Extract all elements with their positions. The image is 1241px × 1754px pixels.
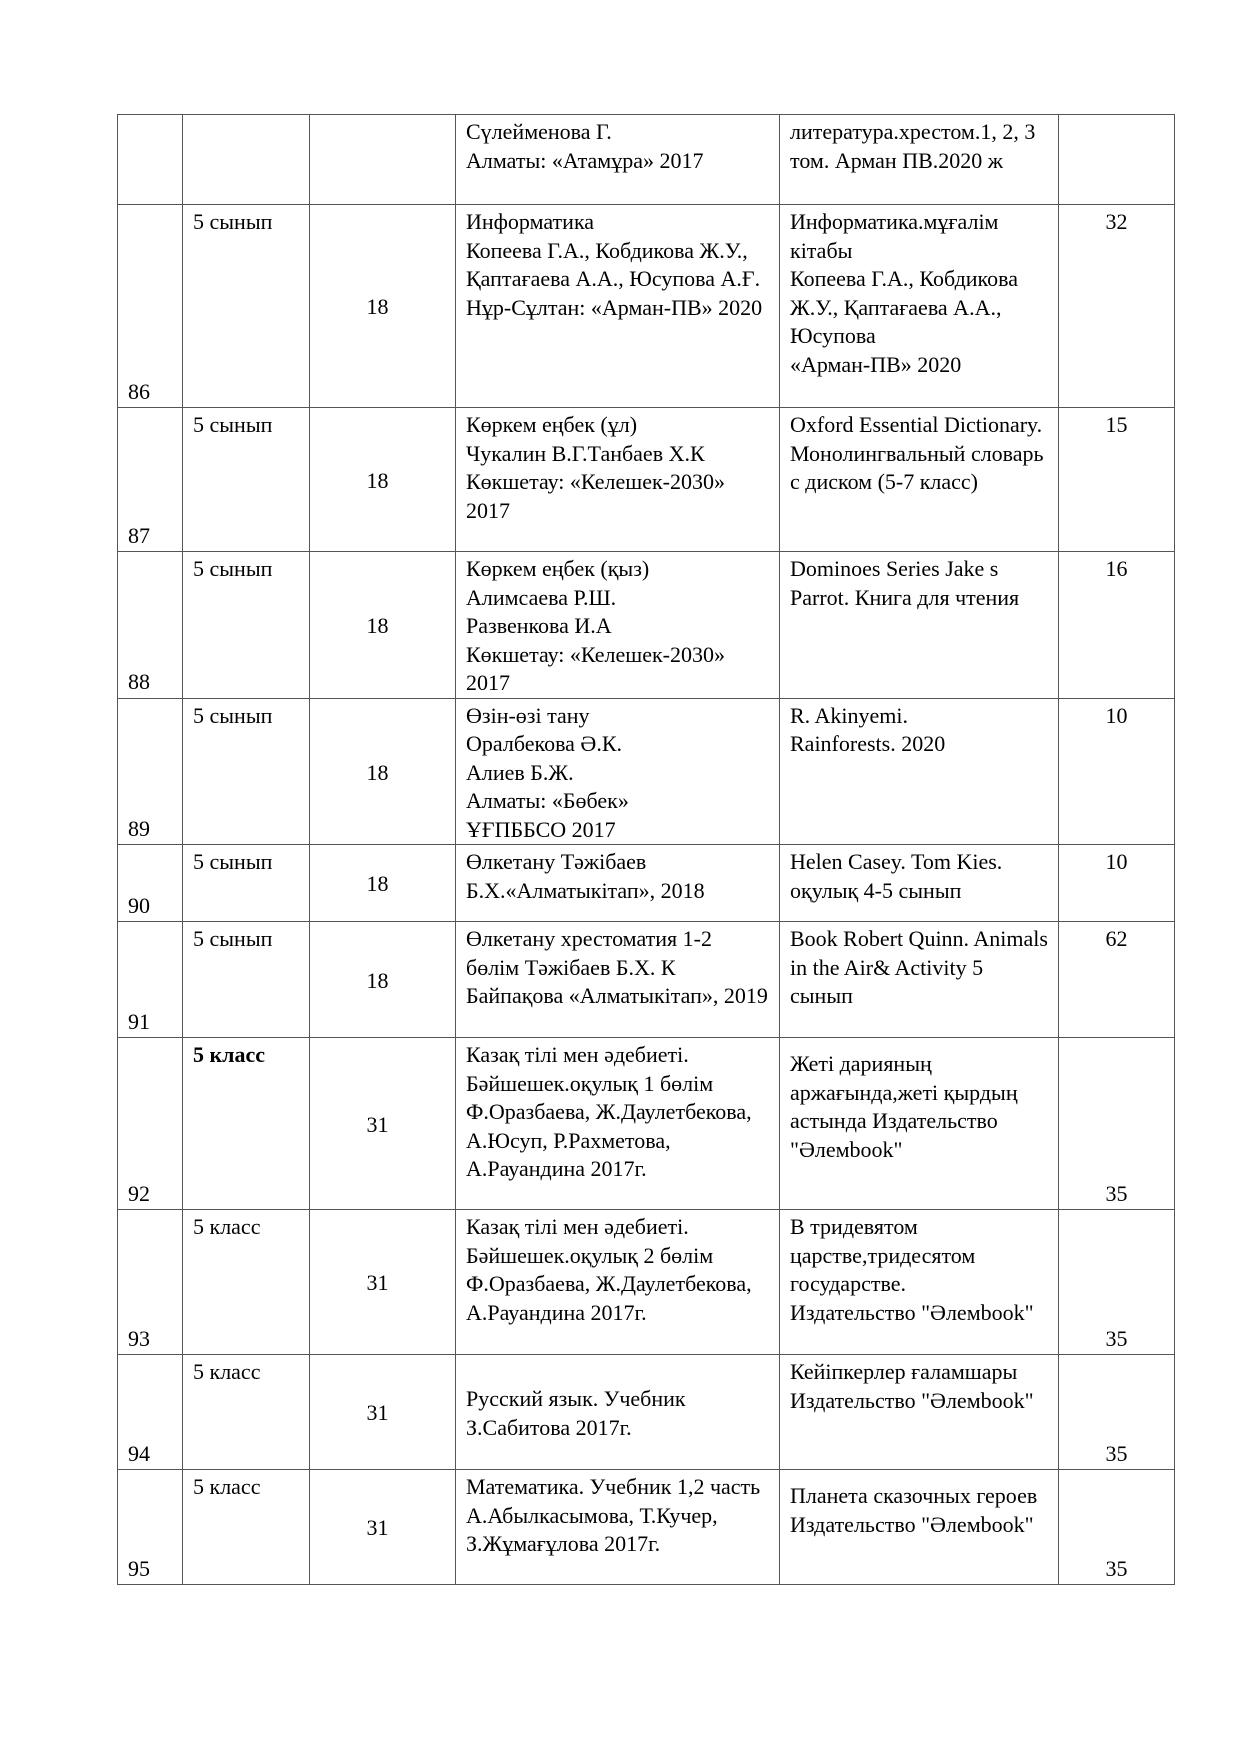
row-number: 86 [118, 205, 183, 408]
textbook-cell: Көркем еңбек (ұл) Чукалин В.Г.Танбаев Х.К Көкшетау: «Келешек-2030» 2017 [456, 408, 780, 552]
quantity-cell: 16 [1059, 552, 1175, 699]
quantity-cell: 35 [1059, 1470, 1175, 1585]
hours-cell: 18 [310, 922, 456, 1038]
grade-cell: 5 класс [183, 1210, 310, 1355]
textbook-cell: Информатика Копеева Г.А., Кобдикова Ж.У., Қаптағаева А.А., Юсупова А.Ғ. Нұр-Сұлтан: «Арман-ПВ» 2020 [456, 205, 780, 408]
row-number: 89 [118, 698, 183, 845]
table-row [118, 698, 1175, 845]
additional-literature-cell: Кейіпкерлер ғаламшары Издательство "Әлемbook" [780, 1355, 1059, 1470]
row-number: 87 [118, 408, 183, 552]
table-row [118, 1038, 1175, 1210]
table-row [118, 1470, 1175, 1585]
row-number: 88 [118, 552, 183, 699]
table-row [118, 1355, 1175, 1470]
quantity-cell [1059, 115, 1175, 205]
quantity-cell: 62 [1059, 922, 1175, 1038]
additional-literature-cell: R. Akinyemi. Rainforests. 2020 [780, 698, 1059, 845]
additional-literature-cell: Helen Casey. Tom Kies. оқулық 4-5 сынып [780, 845, 1059, 922]
additional-literature-cell: В тридевятом царстве,тридесятом государстве. Издательство "Әлемbook" [780, 1210, 1059, 1355]
textbook-cell: Өзін-өзі тану Оралбекова Ә.К. Алиев Б.Ж. Алматы: «Бөбек» ҰҒПББСО 2017 [456, 698, 780, 845]
hours-cell [310, 115, 456, 205]
additional-literature-cell: Планета сказочных героев Издательство "Әлемbook" [780, 1470, 1059, 1585]
grade-cell [183, 115, 310, 205]
additional-literature-cell: Информатика.мұғалім кітабы Копеева Г.А., Кобдикова Ж.У., Қаптағаева А.А., Юсупова «Арман-ПВ» 2020 [780, 205, 1059, 408]
textbook-cell: Сүлейменова Г. Алматы: «Атамұра» 2017 [456, 115, 780, 205]
quantity-cell: 35 [1059, 1210, 1175, 1355]
quantity-cell: 35 [1059, 1355, 1175, 1470]
additional-literature-cell: Oxford Essential Dictionary. Монолингвальный словарь с диском (5-7 класс) [780, 408, 1059, 552]
additional-literature-cell: Dominoes Series Jake s Parrot. Книга для чтения [780, 552, 1059, 699]
table-row [118, 922, 1175, 1038]
row-number [118, 115, 183, 205]
textbook-cell: Русский язык. Учебник З.Сабитова 2017г. [456, 1355, 780, 1470]
row-number: 92 [118, 1038, 183, 1210]
hours-cell: 18 [310, 845, 456, 922]
quantity-cell: 35 [1059, 1038, 1175, 1210]
table-row [118, 552, 1175, 699]
row-number: 95 [118, 1470, 183, 1585]
grade-cell: 5 класс [183, 1038, 310, 1210]
additional-literature-cell: Жеті дарияның аржағында,жеті қырдың астында Издательство "Әлемbook" [780, 1038, 1059, 1210]
hours-cell: 18 [310, 408, 456, 552]
row-number: 93 [118, 1210, 183, 1355]
textbook-cell: Математика. Учебник 1,2 часть А.Абылкасымова, Т.Кучер, З.Жұмағұлова 2017г. [456, 1470, 780, 1585]
table-row [118, 408, 1175, 552]
hours-cell: 31 [310, 1355, 456, 1470]
textbook-cell: Казақ тілі мен әдебиеті. Бәйшешек.оқулық 2 бөлім Ф.Оразбаева, Ж.Даулетбекова, А.Рауандина 2017г. [456, 1210, 780, 1355]
grade-cell: 5 класс [183, 1470, 310, 1585]
grade-cell: 5 сынып [183, 845, 310, 922]
hours-cell: 18 [310, 552, 456, 699]
additional-literature-cell: Book Robert Quinn. Animals in the Air& Activity 5 сынып [780, 922, 1059, 1038]
grade-cell: 5 сынып [183, 922, 310, 1038]
hours-cell: 18 [310, 698, 456, 845]
grade-cell: 5 сынып [183, 408, 310, 552]
row-number: 90 [118, 845, 183, 922]
quantity-cell: 10 [1059, 698, 1175, 845]
grade-cell: 5 сынып [183, 205, 310, 408]
textbook-cell: Казақ тілі мен әдебиеті. Бәйшешек.оқулық 1 бөлім Ф.Оразбаева, Ж.Даулетбекова, А.Юсуп, Р.Рахметова, А.Рауандина 2017г. [456, 1038, 780, 1210]
hours-cell: 31 [310, 1470, 456, 1585]
row-number: 94 [118, 1355, 183, 1470]
grade-cell: 5 класс [183, 1355, 310, 1470]
row-number: 91 [118, 922, 183, 1038]
textbook-cell: Өлкетану Тәжібаев Б.Х.«Алматыкітап», 2018 [456, 845, 780, 922]
table-row [118, 205, 1175, 408]
hours-cell: 31 [310, 1038, 456, 1210]
additional-literature-cell: литература.хрестом.1, 2, 3 том. Арман ПВ.2020 ж [780, 115, 1059, 205]
grade-cell: 5 сынып [183, 552, 310, 699]
table-row [118, 115, 1175, 205]
quantity-cell: 32 [1059, 205, 1175, 408]
textbook-cell: Көркем еңбек (қыз) Алимсаева Р.Ш. Развенкова И.А Көкшетау: «Келешек-2030» 2017 [456, 552, 780, 699]
hours-cell: 18 [310, 205, 456, 408]
book-list-table [117, 114, 1175, 1585]
table-row [118, 1210, 1175, 1355]
table-row [118, 845, 1175, 922]
quantity-cell: 15 [1059, 408, 1175, 552]
textbook-cell: Өлкетану хрестоматия 1-2 бөлім Тәжібаев Б.Х. К Байпақова «Алматыкітап», 2019 [456, 922, 780, 1038]
hours-cell: 31 [310, 1210, 456, 1355]
quantity-cell: 10 [1059, 845, 1175, 922]
grade-cell: 5 сынып [183, 698, 310, 845]
